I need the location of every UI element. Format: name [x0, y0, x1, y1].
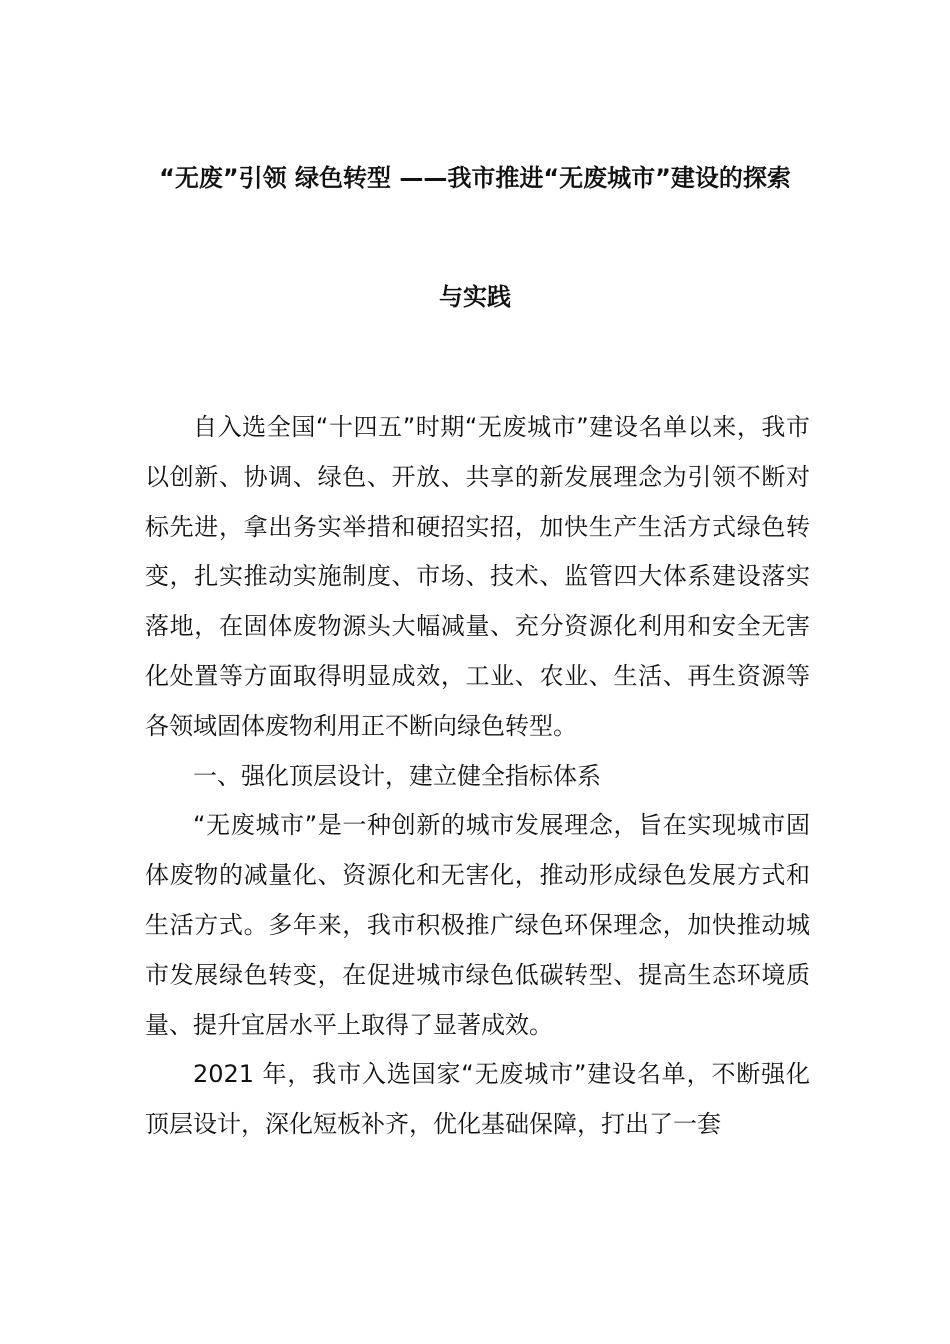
document-title-line-2: 与实践	[439, 283, 511, 311]
paragraph-concept: “无废城市”是一种创新的城市发展理念，旨在实现城市固体废物的减量化、资源化和无害化，推动形成绿色发展方式和生活方式。多年来，我市积极推广绿色环保理念，加快推动城市发展绿色转变，在促进城市绿色低碳转型、提高生态环境质量、提升宜居水平上取得了显著成效。	[145, 811, 810, 1039]
section-heading-1: 一、强化顶层设计，建立健全指标体系	[193, 761, 601, 790]
paragraph-2021: 2021 年，我市入选国家“无废城市”建设名单，不断强化顶层设计，深化短板补齐，优化基础保障，打出了一套	[145, 1060, 810, 1139]
document-body	[145, 403, 810, 1150]
paragraph-intro: 自入选全国“十四五”时期“无废城市”建设名单以来，我市以创新、协调、绿色、开放、共享的新发展理念为引领不断对标先进，拿出务实举措和硬招实招，加快生产生活方式绿色转变，扎实推动实施制度、市场、技术、监管四大体系建设落实落地，在固体废物源头大幅减量、充分资源化利用和安全无害化处置等方面取得明显成效，工业、农业、生活、再生资源等各领域固体废物利用正不断向绿色转型。	[145, 413, 810, 740]
document-title-line-1: “无废”引领 绿色转型 ——我市推进“无废城市”建设的探索	[159, 164, 791, 192]
